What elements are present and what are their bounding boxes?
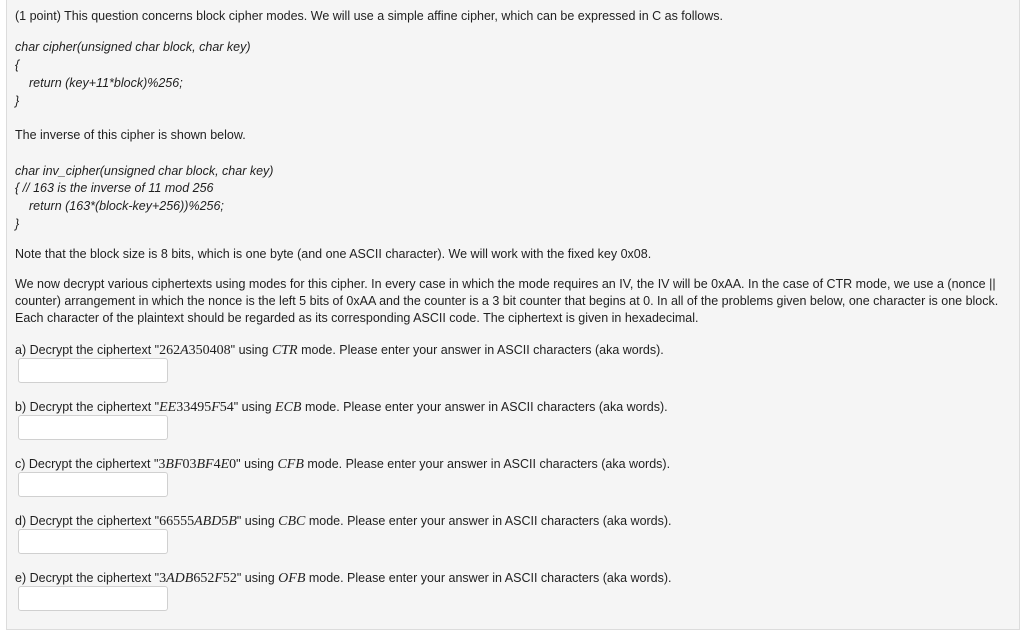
question-c-mode: CFB <box>277 457 304 472</box>
question-d-cipher-2: ABD <box>194 514 222 529</box>
question-b <box>15 399 668 416</box>
question-a-suffix: mode. Please enter your answer in ASCII characters (aka words). <box>297 343 664 357</box>
question-b-mode: ECB <box>275 400 302 415</box>
question-d <box>15 513 672 530</box>
question-e-cipher-2: ADB <box>166 571 194 586</box>
question-d-cipher-3: 5 <box>221 514 229 529</box>
question-b-cipher-3: F <box>211 400 220 415</box>
question-e-prefix: e) Decrypt the ciphertext " <box>15 571 160 585</box>
question-e-cipher-3: 652 <box>193 571 215 586</box>
question-b-cipher-2: 33495 <box>176 400 212 415</box>
question-e-cipher-4: F <box>214 571 223 586</box>
question-e-mode: OFB <box>278 571 306 586</box>
question-d-prefix: d) Decrypt the ciphertext " <box>15 514 160 528</box>
question-d-mode: CBC <box>278 514 306 529</box>
answer-c-input[interactable] <box>18 472 168 497</box>
question-c-cipher-6: E <box>220 457 230 472</box>
question-a-cipher-3: 350408 <box>188 343 231 358</box>
inv-cipher-body: return (163*(block-key+256))%256; <box>29 199 224 213</box>
answer-d-input[interactable] <box>18 529 168 554</box>
question-b-suffix: mode. Please enter your answer in ASCII characters (aka words). <box>301 400 668 414</box>
question-a <box>15 342 664 359</box>
question-e-cipher-5: 52 <box>222 571 237 586</box>
question-panel <box>6 0 1020 630</box>
block-size-note: Note that the block size is 8 bits, which is one byte (and one ASCII character). We will work with the fixed key 0x08. <box>15 247 652 261</box>
inverse-text: The inverse of this cipher is shown below. <box>15 128 246 142</box>
question-d-suffix: mode. Please enter your answer in ASCII characters (aka words). <box>305 514 672 528</box>
question-d-cipher-1: 66555 <box>159 514 195 529</box>
question-b-cipher-4: 54 <box>219 400 234 415</box>
question-a-prefix: a) Decrypt the ciphertext " <box>15 343 160 357</box>
question-c-prefix: c) Decrypt the ciphertext " <box>15 457 159 471</box>
question-d-mid: " using <box>236 514 279 528</box>
answer-e-input[interactable] <box>18 586 168 611</box>
inv-cipher-signature: char inv_cipher(unsigned char block, char key) <box>15 164 274 178</box>
cipher-signature: char cipher(unsigned char block, char key) <box>15 40 251 54</box>
cipher-close-brace: } <box>15 94 20 108</box>
answer-b-input[interactable] <box>18 415 168 440</box>
question-a-cipher-2: A <box>180 343 189 358</box>
question-c-cipher-7: 0 <box>229 457 237 472</box>
question-c-cipher-1: 3 <box>158 457 166 472</box>
cipher-body: return (key+11*block)%256; <box>29 76 183 90</box>
question-b-mid: " using <box>233 400 276 414</box>
inv-cipher-close-brace: } <box>15 217 20 231</box>
question-e-suffix: mode. Please enter your answer in ASCII characters (aka words). <box>305 571 672 585</box>
question-a-mode: CTR <box>271 343 298 358</box>
modes-paragraph: We now decrypt various ciphertexts using modes for this cipher. In every case in which the mode requires an IV, the IV will be 0xAA. In the case of CTR mode, we use a (nonce || counter) arrangement in which the nonce is the left 5 bits of 0xAA and the counter is a 3 bit counter that begins at 0. In all of the problems given below, one character is one block. Each character of the plaintext should be regarded as its corresponding ASCII code. The ciphertext is given in hexadecimal. <box>15 277 999 325</box>
question-e-cipher-1: 3 <box>159 571 167 586</box>
question-c-suffix: mode. Please enter your answer in ASCII characters (aka words). <box>303 457 671 471</box>
question-a-mid: " using <box>230 343 272 357</box>
question-e <box>15 570 672 587</box>
cipher-open-brace: { <box>15 58 20 72</box>
question-c-mid: " using <box>236 457 278 471</box>
answer-a-input[interactable] <box>18 358 168 383</box>
question-c-cipher-2: BF <box>165 457 183 472</box>
question-c <box>15 456 670 473</box>
intro-text: (1 point) This question concerns block cipher modes. We will use a simple affine cipher, which can be expressed in C as follows. <box>15 9 723 23</box>
question-c-cipher-5: 4 <box>213 457 221 472</box>
question-b-prefix: b) Decrypt the ciphertext " <box>15 400 160 414</box>
question-c-cipher-4: BF <box>196 457 214 472</box>
question-d-cipher-4: B <box>228 514 237 529</box>
question-b-cipher-1: EE <box>159 400 177 415</box>
question-a-cipher-1: 262 <box>159 343 181 358</box>
question-c-cipher-3: 03 <box>182 457 197 472</box>
inv-cipher-comment: { // 163 is the inverse of 11 mod 256 <box>15 181 214 195</box>
question-e-mid: " using <box>236 571 279 585</box>
